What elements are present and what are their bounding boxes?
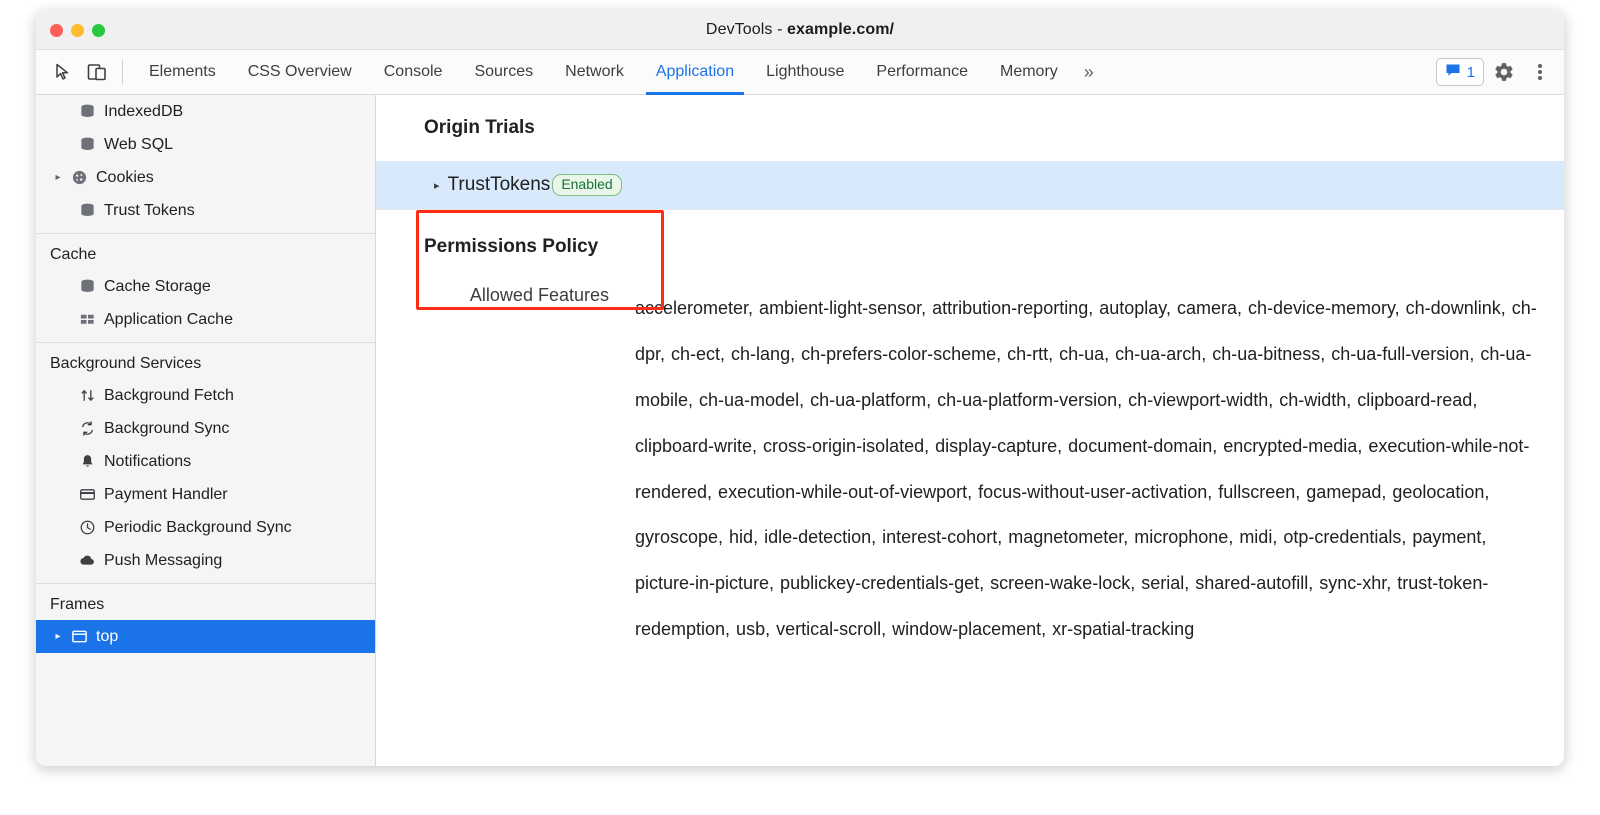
toolbar-right-group <box>1430 57 1556 87</box>
origin-trial-row[interactable] <box>376 161 1564 209</box>
tab-console[interactable] <box>368 50 459 95</box>
origin-trial-name: TrustTokens <box>447 174 551 195</box>
tab-label: Performance <box>876 63 968 80</box>
frame-icon <box>66 628 92 645</box>
status-badge: Enabled <box>552 174 621 196</box>
storage-group <box>36 95 375 234</box>
tab-label: Console <box>383 63 443 80</box>
tab-label: Elements <box>149 63 216 80</box>
minimize-window-icon[interactable] <box>71 24 84 37</box>
background-services-group <box>36 343 375 584</box>
cloud-icon <box>74 552 100 569</box>
allowed-features-value: accelerometer, ambient-light-sensor, attribution-reporting, autoplay, camera, ch-device-memory, ch-downlink, ch-dpr, ch-ect, ch-lang, ch-prefers-color-scheme, ch-rtt, ch-ua, ch-ua-arch, ch-ua-bitness, ch-ua-full-version, ch-ua-mobile, ch-ua-model, ch-ua-platform, ch-ua-platform-version, ch-viewport-width, ch-width, clipboard-read, clipboard-write, cross-origin-isolated, display-capture, document-domain, encrypted-media, execution-while-not-rendered, execution-while-out-of-viewport, focus-without-user-activation, fullscreen, gamepad, geolocation, gyroscope, hid, idle-detection, interest-cohort, magnetometer, microphone, midi, otp-credentials, payment, picture-in-picture, publickey-credentials-get, screen-wake-lock, serial, shared-autofill, sync-xhr, trust-token-redemption, usb, vertical-scroll, window-placement, xr-spatial-tracking <box>635 298 1537 640</box>
sidebar-item-label: Cache Storage <box>104 277 211 295</box>
sidebar-item-label: Cookies <box>96 168 154 186</box>
tab-label: Network <box>565 63 624 80</box>
sidebar-item-push-messaging[interactable] <box>36 544 375 577</box>
credit-card-icon <box>74 486 100 503</box>
kebab-menu-icon[interactable] <box>1524 57 1556 87</box>
database-icon <box>74 202 100 219</box>
arrows-updown-icon <box>74 387 100 404</box>
device-toolbar-icon[interactable] <box>80 57 114 87</box>
window-title-prefix: DevTools - <box>705 20 788 38</box>
cache-group <box>36 234 375 343</box>
permissions-policy-title: Permissions Policy <box>424 236 599 257</box>
sidebar-item-notifications[interactable] <box>36 445 375 478</box>
sidebar-item-web-sql[interactable] <box>36 128 375 161</box>
panel-tabs <box>133 50 1430 95</box>
tab-css-overview[interactable] <box>232 50 368 95</box>
close-window-icon[interactable] <box>50 24 63 37</box>
tab-label: Memory <box>1000 63 1058 80</box>
message-icon <box>1445 63 1461 81</box>
sidebar-item-top-frame[interactable] <box>36 620 375 653</box>
origin-trials-section <box>376 95 1564 210</box>
chevron-double-right-icon[interactable]: » <box>1083 61 1094 82</box>
tab-performance[interactable] <box>860 50 984 95</box>
frames-group <box>36 584 375 659</box>
gear-icon[interactable] <box>1488 57 1520 87</box>
tab-lighthouse[interactable] <box>750 50 860 95</box>
sidebar-item-background-fetch[interactable] <box>36 379 375 412</box>
clock-icon <box>74 519 100 536</box>
permissions-policy-section <box>376 210 1564 766</box>
sidebar-item-background-sync[interactable] <box>36 412 375 445</box>
frames-group-title: Frames <box>50 596 105 613</box>
tab-label: Lighthouse <box>766 63 845 80</box>
tab-label: CSS Overview <box>247 63 352 80</box>
disclosure-arrow-icon[interactable]: ▸ <box>55 172 61 183</box>
tab-elements[interactable] <box>133 50 232 95</box>
sidebar-item-label: Push Messaging <box>104 551 223 569</box>
inspect-cursor-icon[interactable] <box>46 57 80 87</box>
sidebar-item-label: IndexedDB <box>104 102 184 120</box>
sidebar-item-label: Notifications <box>104 452 192 470</box>
sidebar-item-label: Periodic Background Sync <box>104 518 292 536</box>
bell-icon <box>74 453 100 470</box>
origin-trials-title: Origin Trials <box>424 117 535 138</box>
database-icon <box>74 103 100 120</box>
database-icon <box>74 278 100 295</box>
disclosure-arrow-icon[interactable]: ▸ <box>434 179 440 192</box>
devtools-body <box>36 95 1564 766</box>
sidebar-item-trust-tokens[interactable] <box>36 194 375 227</box>
sidebar-item-label: Application Cache <box>104 310 233 328</box>
window-traffic-lights[interactable] <box>50 10 105 50</box>
devtools-toolbar <box>36 50 1564 95</box>
window-title-url: example.com/ <box>787 20 895 38</box>
sidebar-item-label: Trust Tokens <box>104 201 195 219</box>
message-count: 1 <box>1466 63 1475 81</box>
sidebar-item-cache-storage[interactable] <box>36 270 375 303</box>
tab-application[interactable] <box>640 50 750 95</box>
sidebar-item-indexeddb[interactable] <box>36 95 375 128</box>
message-count-badge[interactable] <box>1436 58 1484 86</box>
application-sidebar[interactable] <box>36 95 376 766</box>
cookie-icon <box>66 169 92 186</box>
sidebar-item-label: Background Sync <box>104 419 230 437</box>
toolbar-divider <box>122 60 123 84</box>
allowed-features-label: Allowed Features <box>469 285 609 305</box>
sidebar-item-cookies[interactable] <box>36 161 375 194</box>
window-title <box>706 21 894 39</box>
tab-memory[interactable] <box>984 50 1074 95</box>
sidebar-item-payment-handler[interactable] <box>36 478 375 511</box>
allowed-features-row <box>376 286 1564 653</box>
sidebar-item-label: Payment Handler <box>104 485 228 503</box>
window-titlebar <box>36 10 1564 50</box>
sidebar-item-periodic-background-sync[interactable] <box>36 511 375 544</box>
disclosure-arrow-icon[interactable]: ▸ <box>55 631 61 642</box>
cache-group-title: Cache <box>50 246 97 263</box>
sidebar-item-application-cache[interactable] <box>36 303 375 336</box>
tab-sources[interactable] <box>458 50 549 95</box>
tab-network[interactable] <box>549 50 640 95</box>
grid-icon <box>74 311 100 328</box>
zoom-window-icon[interactable] <box>92 24 105 37</box>
database-icon <box>74 136 100 153</box>
frame-details-panel <box>376 95 1564 766</box>
tab-label: Application <box>655 63 735 80</box>
sidebar-item-label: Background Fetch <box>104 386 234 404</box>
background-services-group-title: Background Services <box>50 355 202 372</box>
devtools-window <box>36 10 1564 766</box>
tab-label: Sources <box>474 63 534 80</box>
sidebar-item-label: top <box>96 627 119 645</box>
sidebar-item-label: Web SQL <box>104 135 174 153</box>
sync-icon <box>74 420 100 437</box>
